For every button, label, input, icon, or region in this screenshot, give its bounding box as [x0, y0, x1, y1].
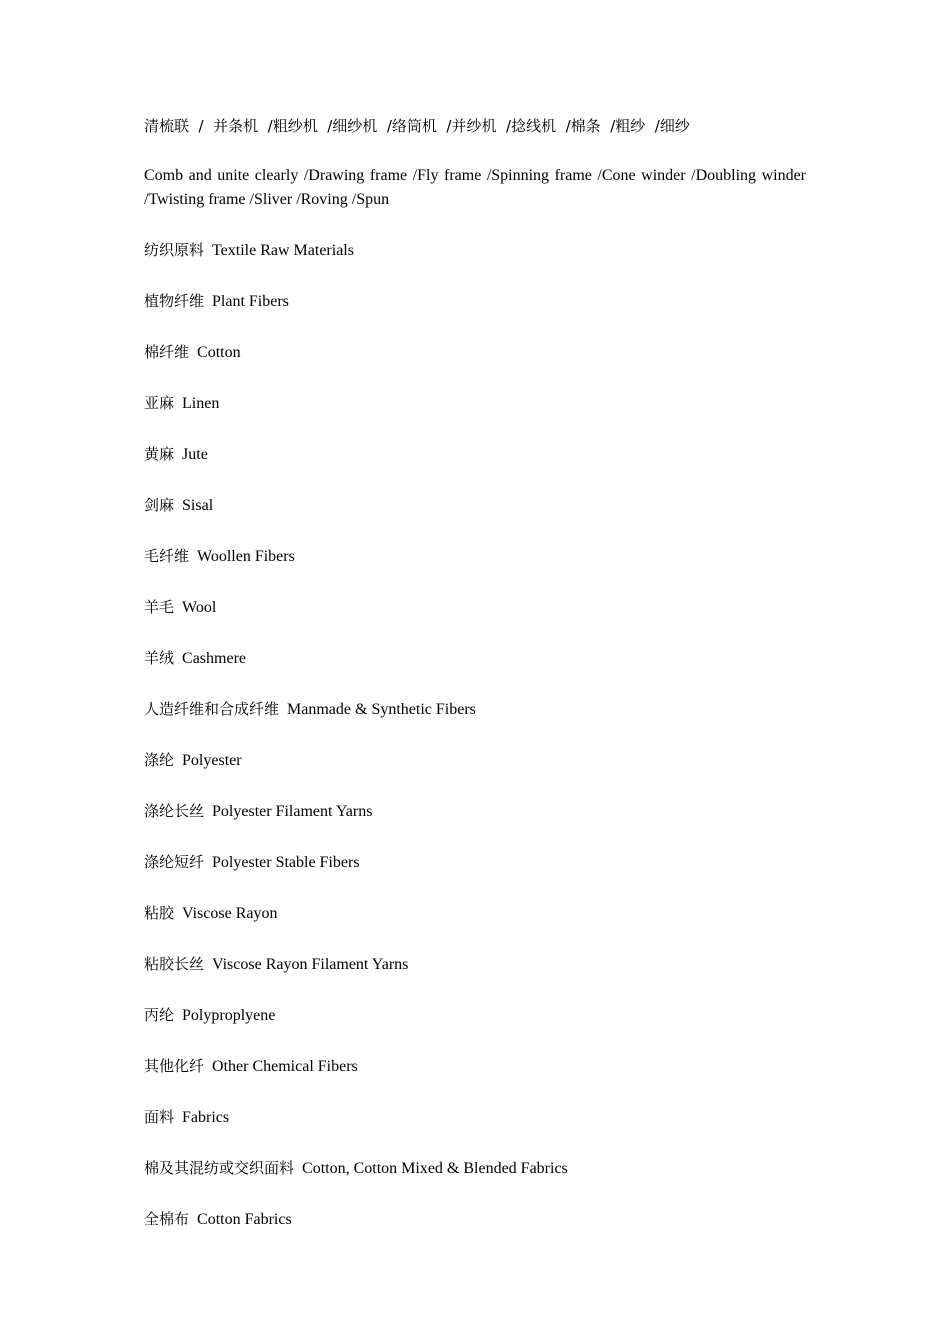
entry-english-term: Cotton — [197, 344, 241, 361]
entry-chinese-term: 全棉布 — [144, 1210, 190, 1228]
entry-chinese-term: 黄麻 — [144, 445, 175, 463]
entry-chinese-term: 面料 — [144, 1108, 175, 1126]
glossary-list — [144, 238, 806, 1232]
entry-chinese-term: 羊绒 — [144, 649, 175, 667]
glossary-entry — [144, 340, 806, 365]
glossary-entry — [144, 493, 806, 518]
entry-english-term: Woollen Fibers — [197, 548, 295, 565]
glossary-entry — [144, 901, 806, 926]
glossary-entry — [144, 442, 806, 467]
glossary-entry — [144, 1003, 806, 1028]
entry-english-term: Polyester Filament Yarns — [212, 803, 373, 820]
entry-chinese-term: 棉纤维 — [144, 343, 190, 361]
entry-english-term: Plant Fibers — [212, 293, 289, 310]
glossary-entry — [144, 238, 806, 263]
entry-chinese-term: 其他化纤 — [144, 1057, 205, 1075]
entry-english-term: Cotton Fabrics — [197, 1211, 292, 1228]
glossary-entry — [144, 850, 806, 875]
glossary-entry — [144, 1054, 806, 1079]
entry-english-term: Cotton, Cotton Mixed & Blended Fabrics — [302, 1160, 568, 1177]
entry-chinese-term: 羊毛 — [144, 598, 175, 616]
entry-english-term: Polyester Stable Fibers — [212, 854, 360, 871]
entry-english-term: Polyester — [182, 752, 242, 769]
glossary-entry — [144, 1105, 806, 1130]
entry-english-term: Wool — [182, 599, 217, 616]
entry-chinese-term: 涤纶长丝 — [144, 802, 205, 820]
entry-english-term: Polyproplyene — [182, 1007, 276, 1024]
entry-english-term: Linen — [182, 395, 220, 412]
document-body — [144, 114, 806, 1258]
entry-chinese-term: 毛纤维 — [144, 547, 190, 565]
glossary-entry — [144, 748, 806, 773]
entry-chinese-term: 涤纶 — [144, 751, 175, 769]
entry-english-term: Jute — [182, 446, 208, 463]
entry-chinese-term: 丙纶 — [144, 1006, 175, 1024]
glossary-entry — [144, 595, 806, 620]
glossary-entry — [144, 1207, 806, 1232]
entry-chinese-term: 粘胶长丝 — [144, 955, 205, 973]
entry-chinese-term: 植物纤维 — [144, 292, 205, 310]
glossary-entry — [144, 799, 806, 824]
entry-chinese-term: 亚麻 — [144, 394, 175, 412]
entry-english-term: Viscose Rayon — [182, 905, 278, 922]
glossary-entry — [144, 391, 806, 416]
glossary-entry — [144, 544, 806, 569]
entry-chinese-term: 人造纤维和合成纤维 — [144, 700, 280, 718]
entry-chinese-term: 棉及其混纺或交织面料 — [144, 1159, 295, 1177]
glossary-entry — [144, 697, 806, 722]
intro-line: 清梳联 / 并条机 /粗纱机 /细纱机 /络筒机 /并纱机 /捻线机 /棉条 /粗纱 /细纱 — [144, 117, 690, 135]
glossary-entry — [144, 1156, 806, 1181]
entry-english-term: Other Chemical Fibers — [212, 1058, 358, 1075]
glossary-entry — [144, 952, 806, 977]
entry-english-term: Cashmere — [182, 650, 246, 667]
entry-english-term: Viscose Rayon Filament Yarns — [212, 956, 409, 973]
entry-english-term: Textile Raw Materials — [212, 242, 354, 259]
entry-english-term: Fabrics — [182, 1109, 230, 1126]
intro-translation: Comb and unite clearly /Drawing frame /Fly frame /Spinning frame /Cone winder /Doubling winder /Twisting frame /Sliver /Roving /Spun — [144, 167, 806, 208]
entry-chinese-term: 剑麻 — [144, 496, 175, 514]
entry-chinese-term: 纺织原料 — [144, 241, 205, 259]
entry-chinese-term: 粘胶 — [144, 904, 175, 922]
entry-english-term: Manmade & Synthetic Fibers — [287, 701, 476, 718]
glossary-entry — [144, 289, 806, 314]
glossary-entry — [144, 646, 806, 671]
entry-chinese-term: 涤纶短纤 — [144, 853, 205, 871]
entry-english-term: Sisal — [182, 497, 214, 514]
